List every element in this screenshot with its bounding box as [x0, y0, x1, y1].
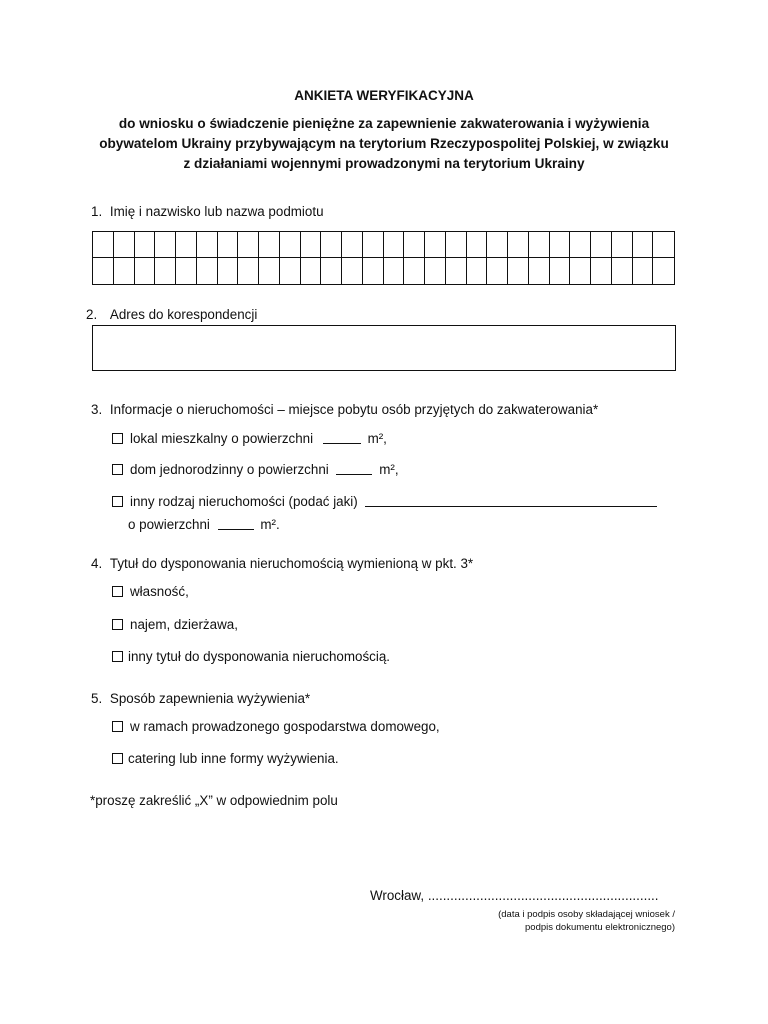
checkbox-ownership[interactable] — [112, 586, 123, 597]
name-grid-cell[interactable] — [155, 232, 176, 258]
section-2-number: 2. — [86, 307, 98, 322]
name-grid-cell[interactable] — [487, 258, 508, 284]
section-5-number: 5. — [91, 691, 103, 706]
name-grid-cell[interactable] — [301, 258, 322, 284]
checkbox-single-family-house[interactable] — [112, 464, 123, 475]
document-subtitle-line-3: z działaniami wojennymi prowadzonymi na terytorium Ukrainy — [183, 156, 585, 171]
option-lease-label: najem, dzierżawa, — [130, 617, 238, 632]
checkbox-lease[interactable] — [112, 619, 123, 630]
document-title: ANKIETA WERYFIKACYJNA — [294, 88, 474, 103]
name-grid-cell[interactable] — [550, 232, 571, 258]
name-grid-cell[interactable] — [197, 258, 218, 284]
section-1-heading — [91, 204, 324, 219]
document-subtitle-line-2: obywatelom Ukrainy przybywającym na terytorium Rzeczypospolitej Polskiej, w związku — [99, 136, 669, 151]
name-grid-cell[interactable] — [321, 258, 342, 284]
address-input-box[interactable] — [92, 325, 676, 371]
option-catering-label: catering lub inne formy wyżywienia. — [128, 751, 339, 766]
section-3-label: Informacje o nieruchomości – miejsce pobytu osób przyjętych do zakwaterowania* — [109, 402, 599, 417]
name-grid-cell[interactable] — [612, 258, 633, 284]
name-character-grid[interactable] — [92, 231, 675, 285]
section-1-label: Imię i nazwisko lub nazwa podmiotu — [109, 204, 324, 219]
area-field-single-family-house[interactable] — [336, 463, 372, 475]
name-grid-cell[interactable] — [135, 232, 156, 258]
name-grid-cell[interactable] — [238, 258, 259, 284]
area-field-residential-unit[interactable] — [323, 432, 361, 444]
signature-caption-line-2: podpis dokumentu elektronicznego) — [525, 922, 675, 933]
name-grid-cell[interactable] — [301, 232, 322, 258]
name-grid-cell[interactable] — [633, 258, 654, 284]
name-grid-cell[interactable] — [93, 258, 114, 284]
name-grid-cell[interactable] — [404, 232, 425, 258]
name-grid-cell[interactable] — [384, 258, 405, 284]
name-grid-cell[interactable] — [363, 232, 384, 258]
signature-dotted-field[interactable]: .............................................................. — [427, 888, 659, 903]
name-grid-cell[interactable] — [508, 258, 529, 284]
name-grid-cell[interactable] — [218, 258, 239, 284]
name-grid-cell[interactable] — [259, 258, 280, 284]
name-grid-cell[interactable] — [342, 232, 363, 258]
signature-place: Wrocław, — [370, 888, 425, 903]
name-grid-cell[interactable] — [612, 232, 633, 258]
name-grid-cell[interactable] — [218, 232, 239, 258]
option-single-family-house-label: dom jednorodzinny o powierzchni — [130, 462, 329, 477]
unit-residential-unit: m², — [367, 431, 387, 446]
option-other-title — [112, 649, 390, 664]
option-other-property — [112, 494, 657, 509]
section-3-number: 3. — [91, 402, 103, 417]
name-grid-cell[interactable] — [259, 232, 280, 258]
name-grid-cell[interactable] — [591, 258, 612, 284]
name-grid-cell[interactable] — [238, 232, 259, 258]
option-single-family-house — [112, 462, 399, 477]
name-grid-cell[interactable] — [135, 258, 156, 284]
name-grid-cell[interactable] — [487, 232, 508, 258]
name-grid-cell[interactable] — [93, 232, 114, 258]
option-household — [112, 719, 440, 734]
name-grid-cell[interactable] — [280, 232, 301, 258]
section-4-number: 4. — [91, 556, 103, 571]
option-residential-unit — [112, 431, 387, 446]
section-4-label: Tytuł do dysponowania nieruchomością wymienioną w pkt. 3* — [109, 556, 474, 571]
name-grid-cell[interactable] — [467, 258, 488, 284]
checkbox-other-title[interactable] — [112, 651, 123, 662]
name-grid-cell[interactable] — [508, 232, 529, 258]
section-5-heading — [91, 691, 310, 706]
checkbox-residential-unit[interactable] — [112, 433, 123, 444]
unit-other-property: m². — [260, 517, 280, 532]
name-grid-cell[interactable] — [529, 258, 550, 284]
checkbox-household[interactable] — [112, 721, 123, 732]
name-grid-cell[interactable] — [197, 232, 218, 258]
section-2-label: Adres do korespondencji — [109, 307, 258, 322]
name-grid-cell[interactable] — [155, 258, 176, 284]
name-grid-cell[interactable] — [653, 232, 674, 258]
option-ownership-label: własność, — [130, 584, 189, 599]
name-grid-cell[interactable] — [467, 232, 488, 258]
name-grid-cell[interactable] — [280, 258, 301, 284]
name-grid-cell[interactable] — [114, 232, 135, 258]
option-other-property-continuation: o powierzchni — [128, 517, 210, 532]
option-other-property-area — [128, 517, 280, 532]
name-grid-cell[interactable] — [446, 258, 467, 284]
option-household-label: w ramach prowadzonego gospodarstwa domowego, — [130, 719, 440, 734]
document-subtitle-line-1: do wniosku o świadczenie pieniężne za zapewnienie zakwaterowania i wyżywienia — [118, 116, 650, 131]
name-grid-cell[interactable] — [321, 232, 342, 258]
signature-line — [370, 888, 658, 903]
name-grid-cell[interactable] — [384, 232, 405, 258]
signature-caption-line-1: (data i podpis osoby składającej wniosek / — [498, 909, 675, 920]
option-other-property-label: inny rodzaj nieruchomości (podać jaki) — [130, 494, 358, 509]
section-1-number: 1. — [91, 204, 103, 219]
option-other-title-label: inny tytuł do dysponowania nieruchomością. — [128, 649, 391, 664]
checkbox-other-property[interactable] — [112, 496, 123, 507]
option-lease — [112, 617, 238, 632]
name-grid-cell[interactable] — [570, 258, 591, 284]
name-grid-cell[interactable] — [176, 232, 197, 258]
name-grid-cell[interactable] — [114, 258, 135, 284]
option-catering — [112, 751, 339, 766]
section-3-heading — [91, 402, 598, 417]
name-grid-cell[interactable] — [653, 258, 674, 284]
option-residential-unit-label: lokal mieszkalny o powierzchni — [130, 431, 314, 446]
section-2-heading — [86, 307, 257, 322]
name-grid-cell[interactable] — [404, 258, 425, 284]
option-ownership — [112, 584, 189, 599]
name-grid-cell[interactable] — [363, 258, 384, 284]
name-grid-cell[interactable] — [425, 258, 446, 284]
name-grid-cell[interactable] — [570, 232, 591, 258]
name-grid-cell[interactable] — [591, 232, 612, 258]
checkbox-catering[interactable] — [112, 753, 123, 764]
section-5-label: Sposób zapewnienia wyżywienia* — [109, 691, 311, 706]
name-grid-cell[interactable] — [633, 232, 654, 258]
area-field-other-property[interactable] — [218, 518, 254, 530]
section-4-heading — [91, 556, 473, 571]
name-grid-cell[interactable] — [446, 232, 467, 258]
name-grid-cell[interactable] — [529, 232, 550, 258]
property-type-field[interactable] — [365, 495, 657, 507]
name-grid-cell[interactable] — [425, 232, 446, 258]
name-grid-cell[interactable] — [176, 258, 197, 284]
footnote: *proszę zakreślić „X” w odpowiednim polu — [90, 793, 338, 808]
name-grid-cell[interactable] — [342, 258, 363, 284]
unit-single-family-house: m², — [379, 462, 399, 477]
name-grid-cell[interactable] — [550, 258, 571, 284]
